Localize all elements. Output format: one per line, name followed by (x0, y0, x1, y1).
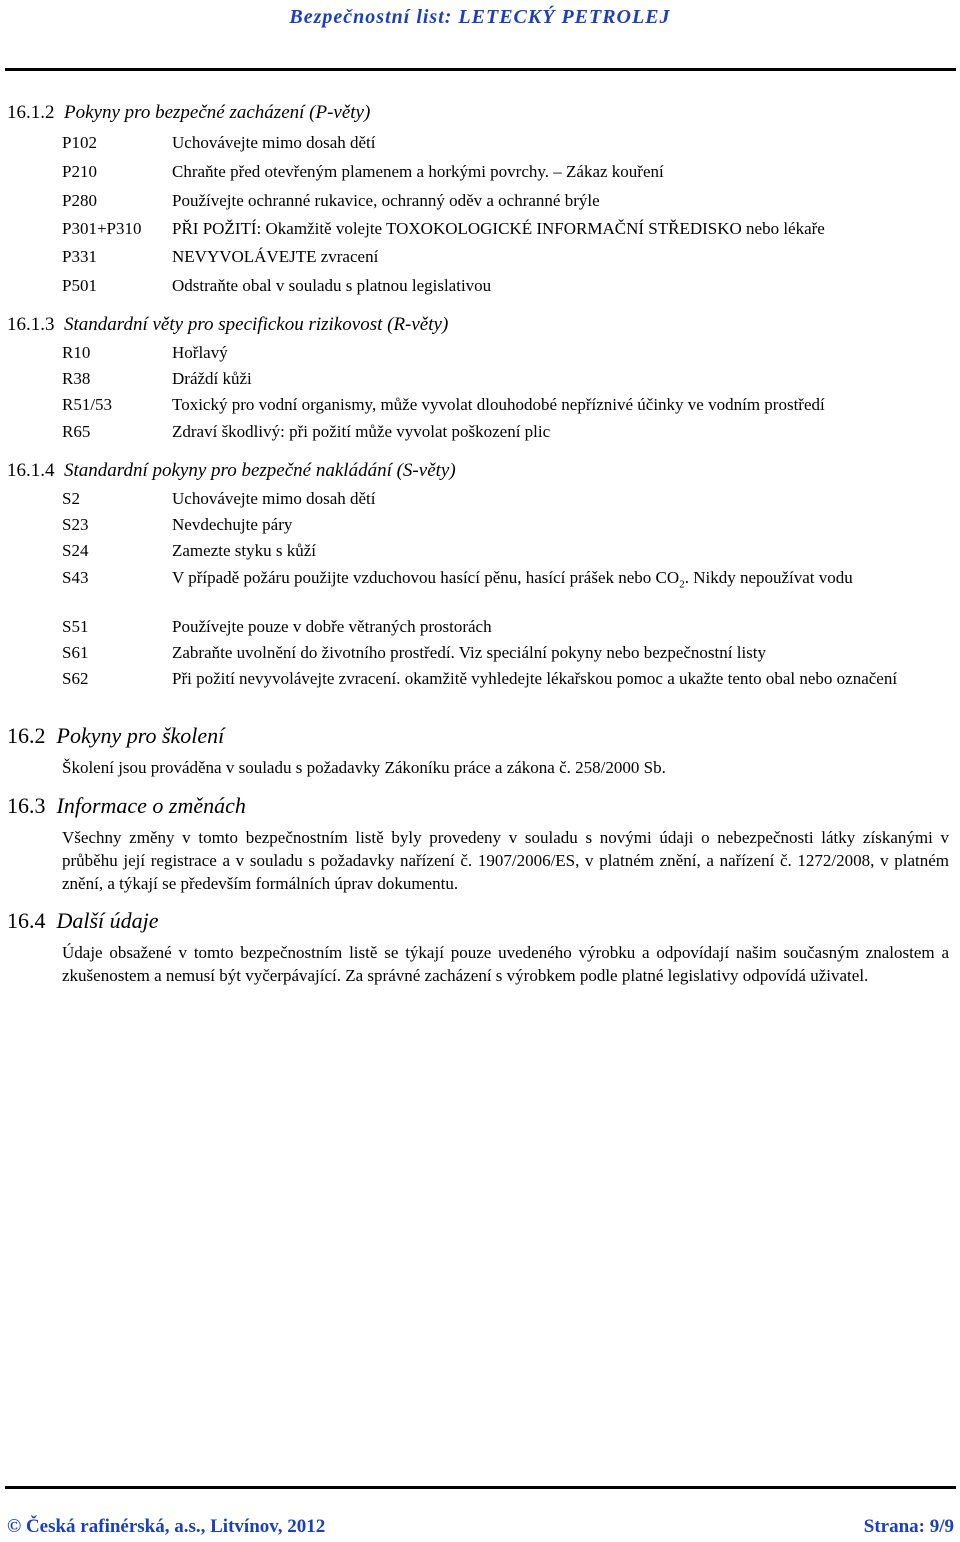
phrase-row (7, 642, 952, 668)
phrase-code: S24 (62, 541, 89, 560)
phrase-row (7, 275, 952, 302)
phrase-text: Dráždí kůži (172, 369, 252, 388)
phrase-row (7, 190, 952, 218)
phrase-code: R51/53 (62, 395, 113, 414)
phrase-text: NEVYVOLÁVEJTE zvracení (172, 247, 379, 266)
phrase-row (7, 567, 952, 616)
section-heading (7, 722, 952, 750)
section-title: Standardní pokyny pro bezpečné nakládání (S-věty) (64, 460, 456, 481)
section-16-1-4 (7, 458, 952, 714)
phrase-text: Toxický pro vodní organismy, může vyvolat dlouhodobé nepříznivé účinky ve vodním prostředí (172, 395, 825, 414)
phrase-code: P331 (62, 247, 97, 266)
phrase-text: Uchovávejte mimo dosah dětí (172, 489, 376, 508)
phrase-row (7, 668, 952, 714)
phrase-code: P210 (62, 162, 97, 181)
phrase-row (7, 342, 952, 368)
page-header-title: Bezpečnostní list: LETECKÝ PETROLEJ (289, 6, 671, 28)
phrase-text-part: V případě požáru použijte vzduchovou hasící pěnu, hasící prášek nebo CO (172, 568, 680, 587)
phrase-code: P280 (62, 191, 97, 210)
section-number: 16.3 (7, 793, 46, 818)
phrase-code: R65 (62, 422, 91, 441)
phrase-row (7, 132, 952, 161)
section-paragraph: Školení jsou prováděna v souladu s požadavky Zákoníku práce a zákona č. 258/2000 Sb. (62, 758, 666, 777)
section-heading (7, 100, 952, 126)
section-title: Pokyny pro bezpečné zacházení (P-věty) (64, 102, 371, 123)
section-heading (7, 792, 952, 820)
phrase-row (7, 368, 952, 394)
header-divider (5, 68, 956, 71)
phrase-code: S62 (62, 669, 89, 688)
phrase-code: S43 (62, 568, 89, 587)
section-number: 16.2 (7, 723, 46, 748)
phrase-text: Nevdechujte páry (172, 515, 293, 534)
phrase-row (7, 616, 952, 642)
section-number: 16.4 (7, 908, 46, 933)
phrase-code: R10 (62, 343, 91, 362)
phrase-code: P301+P310 (62, 219, 142, 238)
phrase-text-part: . Nikdy nepoužívat vodu (684, 568, 853, 587)
phrase-row (7, 421, 952, 448)
phrase-row (7, 161, 952, 190)
phrase-code: S51 (62, 617, 89, 636)
phrase-text: Zamezte styku s kůží (172, 541, 316, 560)
section-number: 16.1.2 (7, 102, 55, 123)
phrase-text (172, 567, 952, 616)
section-16-1-3 (7, 312, 952, 448)
phrase-code: R38 (62, 369, 91, 388)
phrase-code: S61 (62, 643, 89, 662)
section-16-4 (7, 907, 952, 987)
phrase-row (7, 246, 952, 275)
phrase-code: S23 (62, 515, 89, 534)
phrase-text: Chraňte před otevřeným plamenem a horkými povrchy. – Zákaz kouření (172, 162, 664, 181)
phrase-text: Zdraví škodlivý: při požití může vyvolat poškození plic (172, 422, 551, 441)
phrase-code: P501 (62, 276, 97, 295)
phrase-row (7, 488, 952, 514)
phrase-row (7, 218, 952, 246)
phrase-row (7, 514, 952, 540)
phrase-text: Používejte pouze v dobře větraných prostorách (172, 617, 492, 636)
section-number: 16.1.4 (7, 460, 55, 481)
phrase-text: PŘI POŽITÍ: Okamžitě volejte TOXOKOLOGICKÉ INFORMAČNÍ STŘEDISKO nebo lékaře (172, 219, 825, 238)
section-16-3 (7, 792, 952, 895)
section-heading (7, 458, 952, 484)
phrase-text: Hořlavý (172, 343, 228, 362)
section-title: Informace o změnách (56, 793, 246, 818)
subscript: 2 (679, 578, 685, 591)
section-16-1-2 (7, 100, 952, 302)
phrase-row (7, 394, 952, 421)
section-paragraph: Údaje obsažené v tomto bezpečnostním listě se týkají pouze uvedeného výrobku a odpovídají našim současným znalostem a zkušenostem a nemusí být vyčerpávající. Za správné zacházení s výrobkem podle platné legislativy odpovídá uživatel. (62, 943, 949, 985)
phrase-text: Odstraňte obal v souladu s platnou legislativou (172, 276, 492, 295)
section-heading (7, 907, 952, 935)
phrase-text: Používejte ochranné rukavice, ochranný oděv a ochranné brýle (172, 191, 600, 210)
footer-page-number: Strana: 9/9 (863, 1516, 954, 1537)
section-heading (7, 312, 952, 338)
footer-copyright: © Česká rafinérská, a.s., Litvínov, 2012 (7, 1516, 326, 1537)
section-paragraph: Všechny změny v tomto bezpečnostním listě byly provedeny v souladu s novými údaji o nebezpečnosti látky získanými v průběhu její registrace a v souladu s požadavky nařízení č. 1907/2006/ES, v platném znění, a nařízení č. 1272/2008, v platném znění, a týkají se především formálních úprav dokumentu. (62, 828, 949, 893)
section-title: Standardní věty pro specifickou rizikovost (R-věty) (64, 314, 449, 335)
section-16-2 (7, 722, 952, 779)
section-title: Další údaje (56, 908, 159, 933)
phrase-text: Při požití nevyvolávejte zvracení. okamžitě vyhledejte lékařskou pomoc a ukažte tento obal nebo označení (172, 669, 898, 688)
footer-divider (5, 1486, 956, 1489)
section-title: Pokyny pro školení (56, 723, 225, 748)
phrase-row (7, 540, 952, 567)
document-body (7, 100, 952, 987)
section-number: 16.1.3 (7, 314, 55, 335)
phrase-text: Zabraňte uvolnění do životního prostředí. Viz speciální pokyny nebo bezpečnostní listy (172, 643, 767, 662)
phrase-code: S2 (62, 489, 80, 508)
phrase-code: P102 (62, 133, 97, 152)
phrase-text: Uchovávejte mimo dosah dětí (172, 133, 376, 152)
